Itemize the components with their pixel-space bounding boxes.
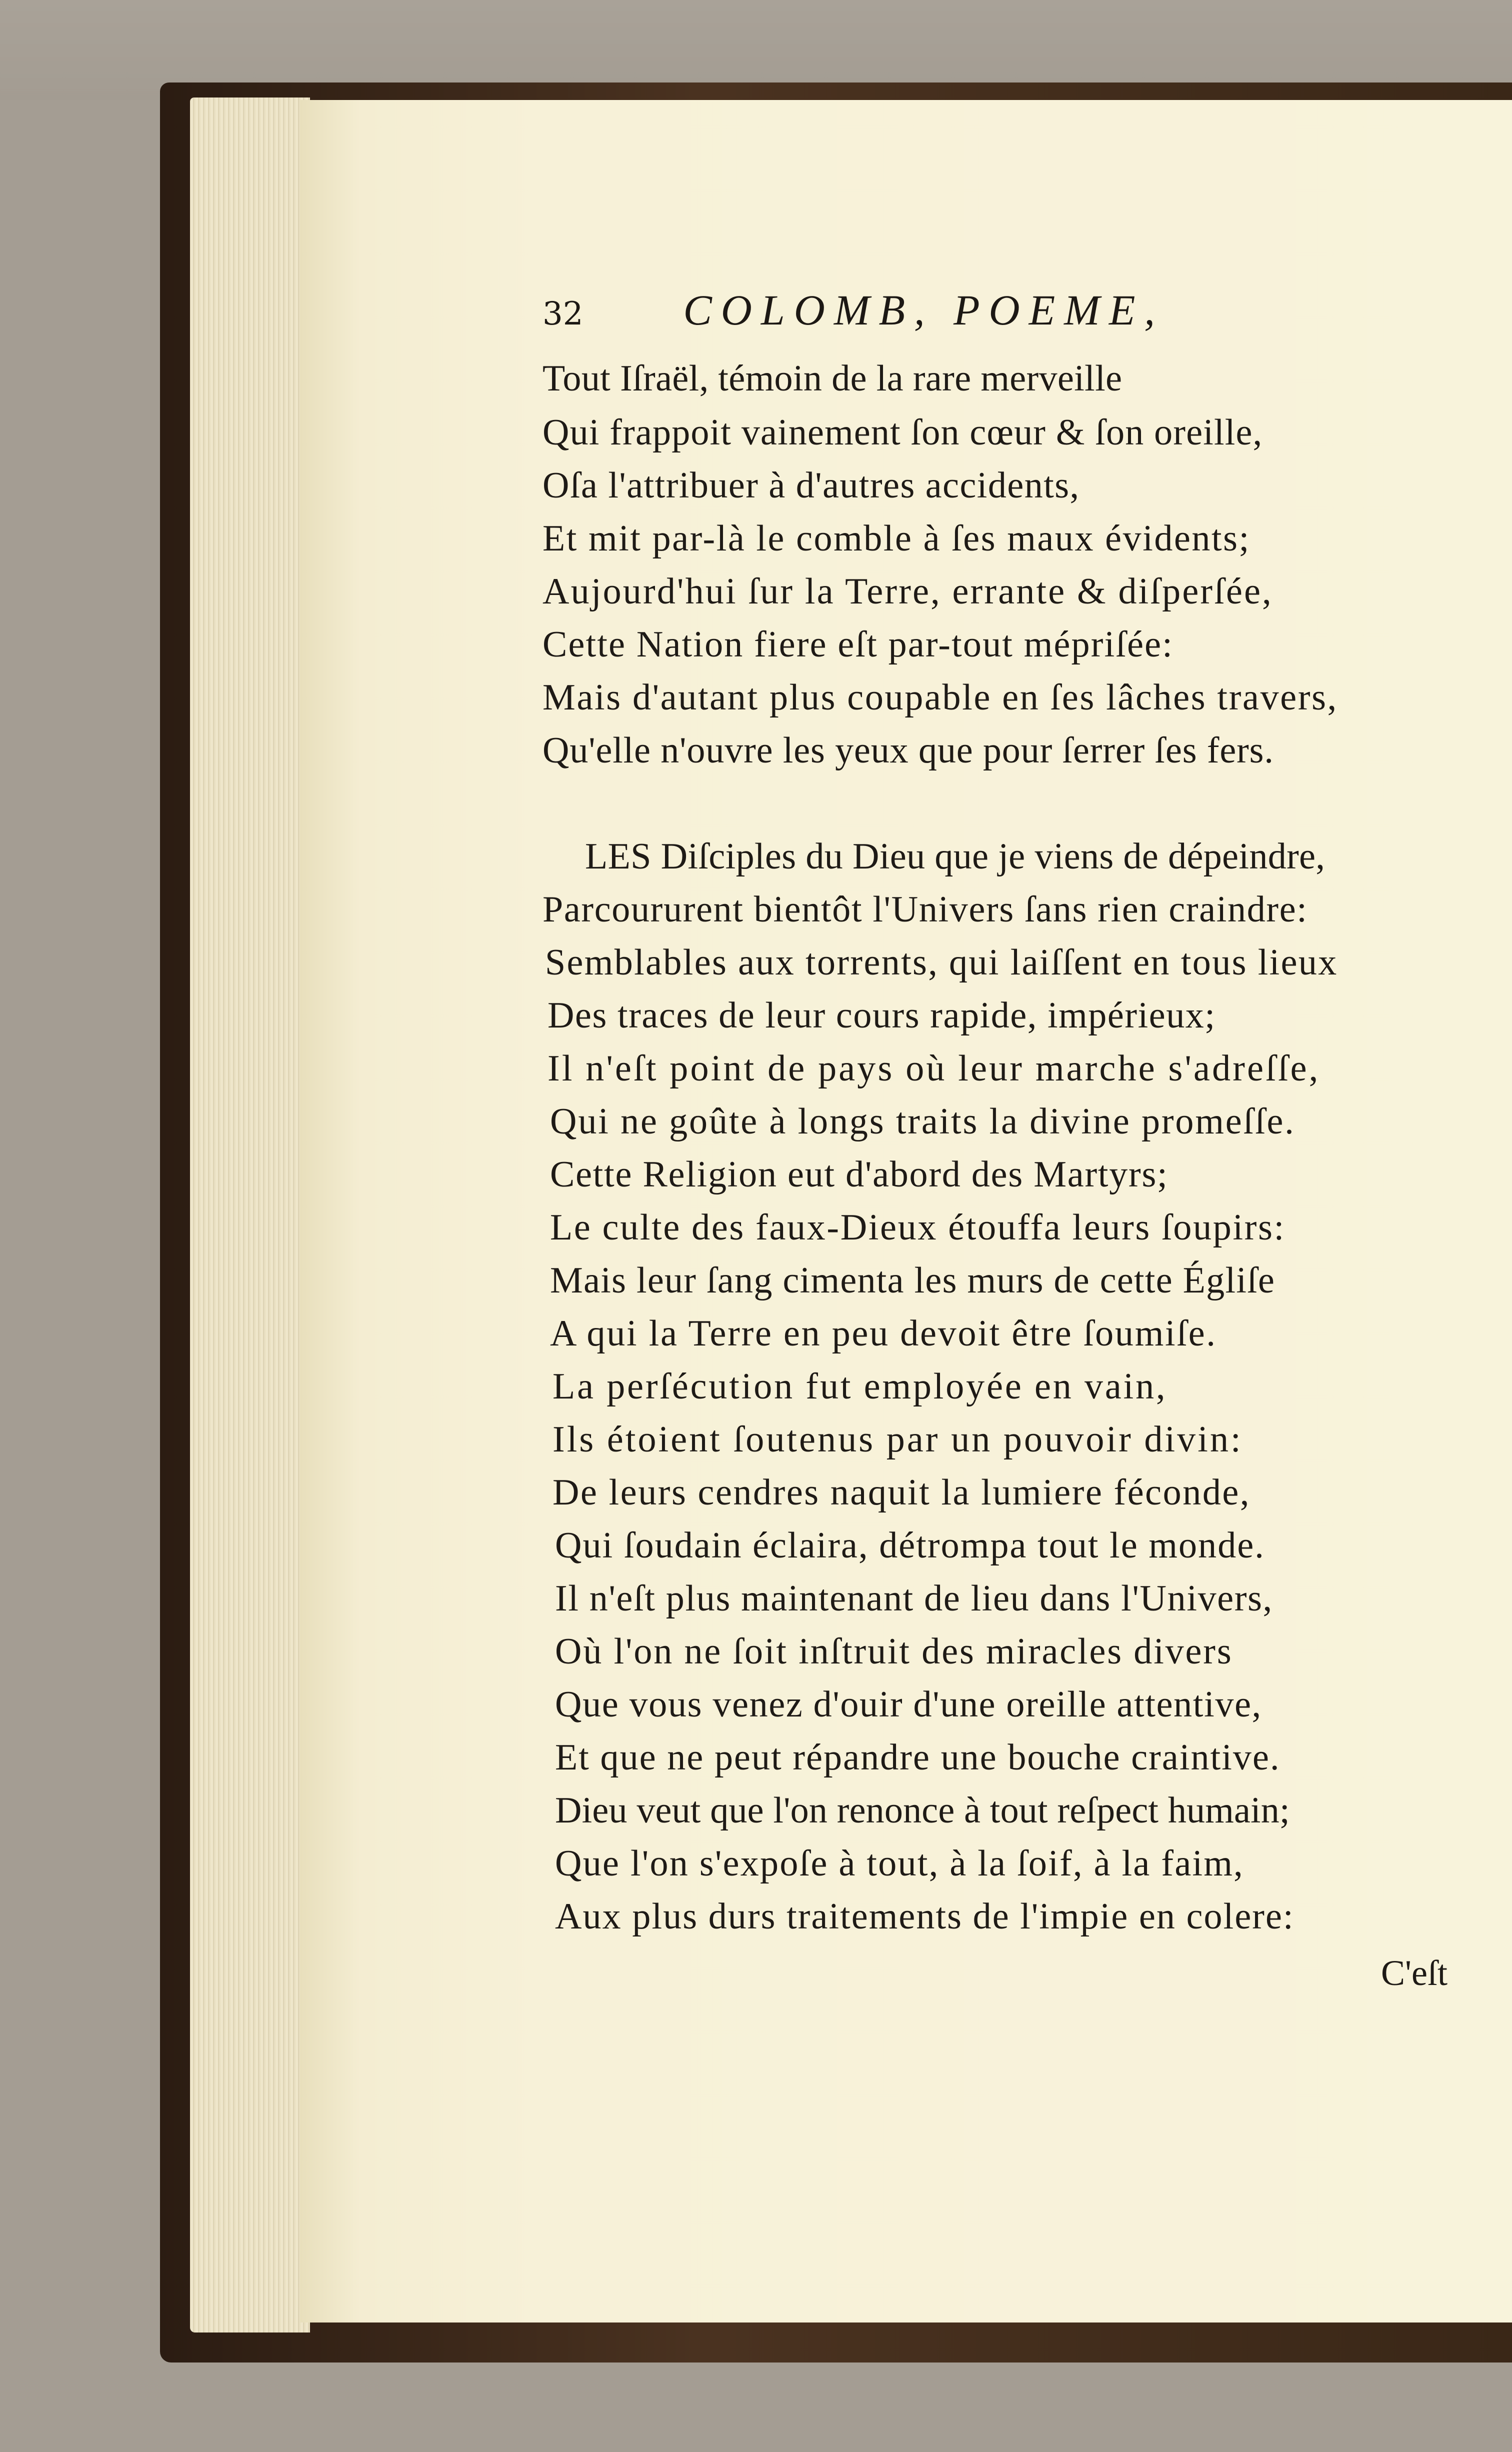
- verse-line: Dieu veut que l'on renonce à tout reſpect humain;: [555, 1790, 1290, 1831]
- verse-line: Parcoururent bientôt l'Univers ſans rien craindre:: [542, 889, 1308, 930]
- verse-line: Mais d'autant plus coupable en ſes lâches travers,: [542, 677, 1338, 718]
- verse-line: Le culte des faux-Dieux étouffa leurs ſoupirs:: [550, 1207, 1286, 1248]
- verse-line: Et que ne peut répandre une bouche craintive.: [555, 1737, 1280, 1778]
- verse-line: Aujourd'hui ſur la Terre, errante & diſperſée,: [542, 571, 1273, 612]
- verse-line: Cette Nation fiere eſt par-tout mépriſée:: [542, 624, 1174, 665]
- verse-line: Où l'on ne ſoit inſtruit des miracles divers: [555, 1631, 1233, 1672]
- verse-line: Qui ne goûte à longs traits la divine promeſſe.: [550, 1101, 1296, 1142]
- verse-line: Cette Religion eut d'abord des Martyrs;: [550, 1154, 1168, 1195]
- verse-line: Aux plus durs traitements de l'impie en colere:: [555, 1896, 1294, 1937]
- verse-line: Semblables aux torrents, qui laiſſent en tous lieux: [545, 942, 1338, 983]
- verse-line: Qui frappoit vainement ſon cœur & ſon oreille,: [542, 412, 1263, 453]
- verse-line: Il n'eſt point de pays où leur marche s'adreſſe,: [548, 1048, 1320, 1089]
- verse-line: La perſécution fut employée en vain,: [552, 1366, 1168, 1407]
- verse-line: De leurs cendres naquit la lumiere féconde,: [552, 1472, 1250, 1513]
- verse-line: Que l'on s'expoſe à tout, à la ſoif, à la faim,: [555, 1843, 1244, 1884]
- verse-line: Tout Iſraël, témoin de la rare merveille: [542, 358, 1122, 399]
- verse-line: A qui la Terre en peu devoit être ſoumiſe.: [550, 1313, 1217, 1354]
- verse-line: Il n'eſt plus maintenant de lieu dans l'Univers,: [555, 1578, 1273, 1619]
- verse-line: LES Diſciples du Dieu que je viens de dépeindre,: [585, 836, 1326, 877]
- verse-line: Qui ſoudain éclaira, détrompa tout le monde.: [555, 1525, 1265, 1566]
- page-number: 32: [542, 296, 584, 332]
- verse-line: Ils étoient ſoutenus par un pouvoir divin:: [552, 1419, 1243, 1460]
- verse-line: Oſa l'attribuer à d'autres accidents,: [542, 465, 1080, 506]
- verse-line: Qu'elle n'ouvre les yeux que pour ſerrer ſes fers.: [542, 730, 1274, 771]
- catchword: C'eſt: [1381, 1953, 1448, 1993]
- verse-line: Des traces de leur cours rapide, impérieux;: [548, 995, 1216, 1036]
- running-title: COLOMB, POEME,: [683, 286, 1164, 334]
- verse-line: Que vous venez d'ouir d'une oreille attentive,: [555, 1684, 1262, 1725]
- verse-line: Mais leur ſang cimenta les murs de cette Égliſe: [550, 1260, 1276, 1301]
- verse-line: Et mit par-là le comble à ſes maux évidents;: [542, 518, 1250, 559]
